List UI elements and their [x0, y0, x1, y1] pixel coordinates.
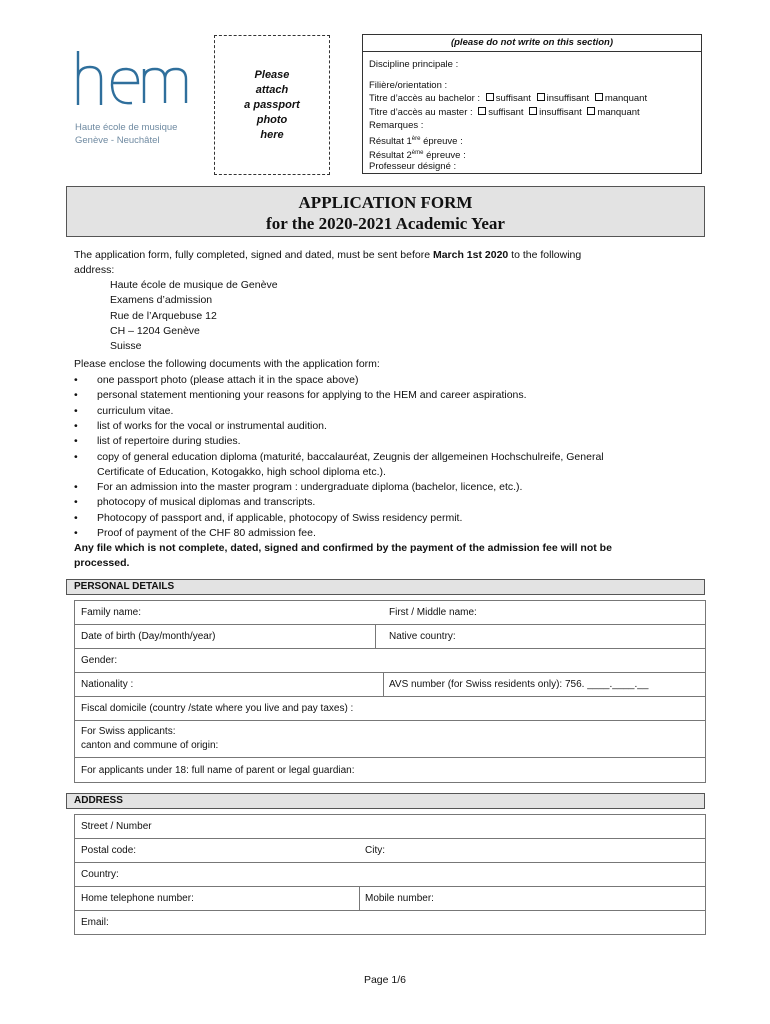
bachelor-line: Titre d’accès au bachelor : suffisant insuffisant manquant [369, 93, 648, 105]
photo-text-4: photo [256, 113, 288, 126]
section-personal-details: PERSONAL DETAILS [66, 579, 705, 595]
avs-number-field[interactable]: AVS number (for Swiss residents only): 756. ____.____.__ [389, 679, 649, 690]
hem-logo-mark [74, 49, 194, 111]
discipline-line: Discipline principale : [369, 59, 459, 70]
photo-attach-box [214, 35, 330, 175]
canton-commune-field[interactable]: For Swiss applicants: canton and commune of origin: [81, 726, 219, 751]
checkbox-bachelor-manquant[interactable] [595, 93, 603, 101]
office-use-title: (please do not write on this section) [362, 35, 702, 52]
photo-text-2: attach [255, 83, 289, 96]
row-swiss-origin [74, 720, 706, 758]
email-field[interactable]: Email: [81, 917, 109, 928]
native-country-field[interactable]: Native country: [389, 631, 456, 642]
address-line-5: Suisse [110, 340, 142, 353]
resultat1-line: Résultat 1ère épreuve : [369, 135, 463, 148]
home-telephone-field[interactable]: Home telephone number: [81, 893, 194, 904]
city-field[interactable]: City: [365, 845, 385, 856]
row-postal-city [74, 838, 706, 863]
deadline-date: March 1st 2020 [432, 249, 509, 261]
row-phones [74, 886, 706, 911]
row-names [74, 600, 706, 625]
family-name-field[interactable]: Family name: [81, 607, 142, 618]
postal-code-field[interactable]: Postal code: [81, 845, 137, 856]
form-title: APPLICATION FORM [298, 193, 473, 212]
filiere-line: Filière/orientation : [369, 79, 448, 91]
gender-field[interactable]: Gender: [81, 655, 118, 666]
incomplete-file-warning: Any file which is not complete, dated, signed and confirmed by the payment of the admission fee will not be processed. [74, 542, 612, 570]
remarques-line: Remarques : [369, 120, 424, 132]
row-country [74, 862, 706, 887]
row-nationality [74, 672, 706, 697]
date-of-birth-field[interactable]: Date of birth (Day/month/year) [81, 631, 216, 642]
fiscal-domicile-field[interactable]: Fiscal domicile (country /state where you live and pay taxes) : [81, 703, 354, 714]
street-field[interactable]: Street / Number [81, 821, 152, 832]
checkbox-master-suffisant[interactable] [478, 107, 486, 115]
professeur-line: Professeur désigné : [369, 161, 457, 173]
document-list: • one passport photo (please attach it in the space above) • personal statement mentioning your reasons for applying to the HEM and career aspirations. • curriculum vitae. • list of works for the vocal or instrumental audition. • list of repertoire during studies. • copy of general education diploma (maturité, baccalauréat, Zeugnis der allgemeinen Hochschulreife, General Certificate of Education, Kotogakko, high school diploma etc.). • For an admission into the master program : undergraduate diploma (bachelor, licence, etc.). • photocopy of musical diplomas and transcripts. • Photocopy of passport and, if applicable, photocopy of Swiss residency permit. • Proof of payment of the CHF 80 admission fee. [74, 374, 604, 539]
row-fiscal [74, 696, 706, 721]
master-line: Titre d’accès au master : suffisant insuffisant manquant [369, 106, 640, 118]
photo-text-1: Please [254, 68, 290, 81]
row-birth [74, 624, 706, 649]
resultat2-line: Résultat 2ème épreuve : [369, 149, 466, 161]
row-gender [74, 648, 706, 673]
checkbox-bachelor-suffisant[interactable] [486, 93, 494, 101]
photo-text-5: here [260, 128, 284, 141]
page-number: Page 1/6 [363, 974, 407, 986]
address-line-2: Examens d’admission [110, 294, 213, 307]
postal-address [110, 278, 278, 354]
photo-text-3: a passport [244, 98, 300, 111]
intro-paragraph: The application form, fully completed, signed and dated, must be sent before March 1st 2020 to the following address: [74, 249, 582, 277]
country-field[interactable]: Country: [81, 869, 119, 880]
address-line-4: CH – 1204 Genève [110, 324, 200, 337]
mobile-number-field[interactable]: Mobile number: [365, 893, 434, 904]
form-subtitle: for the 2020-2021 Academic Year [266, 214, 505, 233]
checkbox-master-insuffisant[interactable] [529, 107, 537, 115]
guardian-name-field[interactable]: For applicants under 18: full name of parent or legal guardian: [81, 764, 355, 776]
checkbox-master-manquant[interactable] [587, 107, 595, 115]
logo-line-2: Genève - Neuchâtel [75, 135, 160, 146]
row-street [74, 814, 706, 839]
form-title-box [66, 186, 705, 237]
row-guardian [74, 757, 706, 783]
address-line-3: Rue de l’Arquebuse 12 [110, 309, 217, 322]
first-name-field[interactable]: First / Middle name: [389, 607, 477, 618]
checkbox-bachelor-insuffisant[interactable] [537, 93, 545, 101]
logo-line-1: Haute école de musique [75, 122, 178, 133]
row-email [74, 910, 706, 935]
section-address: ADDRESS [66, 793, 705, 809]
hem-logo [70, 45, 200, 155]
enclose-intro: Please enclose the following documents with the application form: [74, 358, 380, 370]
nationality-field[interactable]: Nationality : [81, 679, 134, 690]
address-line-1: Haute école de musique de Genève [110, 279, 278, 291]
office-use-box [362, 34, 702, 174]
